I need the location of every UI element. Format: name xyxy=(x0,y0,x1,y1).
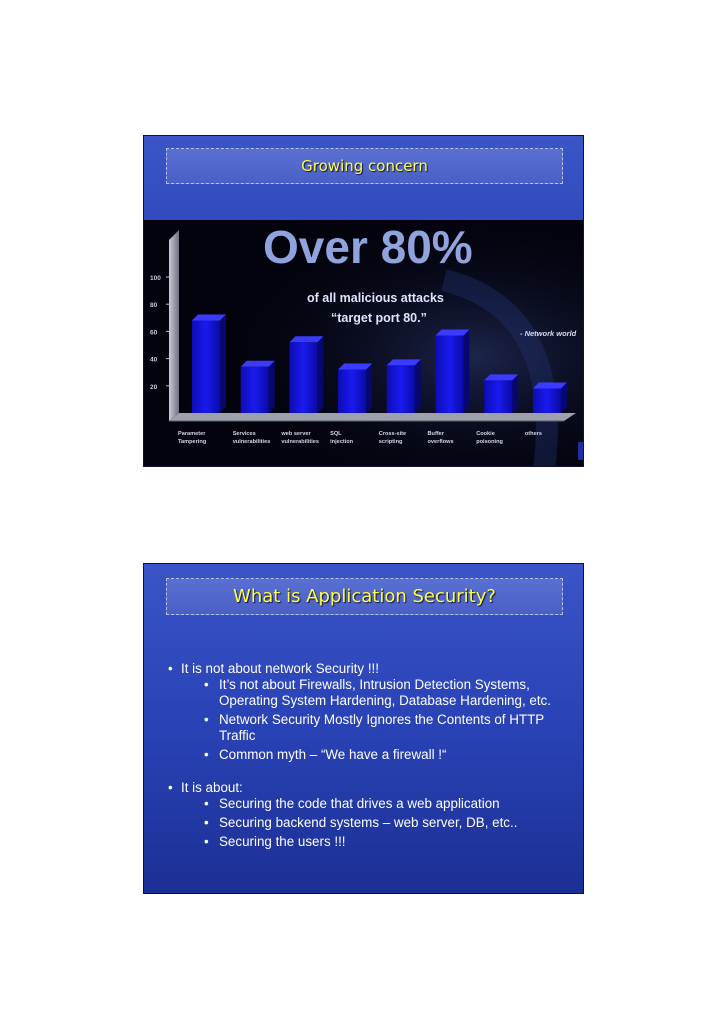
bar-side xyxy=(317,336,323,413)
bar xyxy=(436,335,464,413)
bar xyxy=(338,369,366,413)
bullet-text: It is about: xyxy=(181,780,243,795)
bar xyxy=(192,321,220,413)
bullet-icon: • xyxy=(204,796,209,811)
x-category-label: others xyxy=(524,431,543,437)
attack-chart-svg xyxy=(144,220,584,467)
bullet-icon: • xyxy=(168,780,173,795)
bar-side xyxy=(512,374,518,413)
bullet-group-not-about xyxy=(164,661,574,763)
x-category-label: Buffer xyxy=(427,431,444,437)
sub-bullet-text: Network Security Mostly Ignores the Contents of HTTP xyxy=(219,712,545,727)
chart-floor xyxy=(169,413,576,421)
chart-source: - Network world xyxy=(520,329,577,338)
spacer xyxy=(164,766,574,780)
sub-bullet-text: Securing the code that drives a web application xyxy=(219,796,500,811)
bar-side xyxy=(220,315,226,413)
x-category-label: web server xyxy=(281,431,311,437)
sub-bullet xyxy=(181,712,574,744)
bullet-text: It is not about network Security !!! xyxy=(181,661,379,676)
x-category-label: vulnerabilities xyxy=(232,439,271,445)
chart-back-wall xyxy=(169,230,179,421)
x-category-label: Tampering xyxy=(178,439,207,445)
bullet-icon: • xyxy=(204,747,209,762)
sub-bullet-text: Securing backend systems – web server, DB, etc.. xyxy=(219,815,518,830)
y-tick-label: 100 xyxy=(150,275,161,282)
bar xyxy=(484,380,512,413)
slide-growing-concern xyxy=(143,135,584,467)
y-tick-label: 80 xyxy=(150,302,158,310)
bar-side xyxy=(366,363,372,413)
x-category-label: Cookie xyxy=(476,431,495,437)
chart-subline-1: of all malicious attacks xyxy=(307,291,444,305)
bullet-icon: • xyxy=(204,712,209,727)
sub-bullet xyxy=(181,747,574,763)
slide-title-box xyxy=(166,148,563,184)
slide-title: What is Application Security? xyxy=(233,586,496,607)
slide-title: Growing concern xyxy=(301,157,428,175)
bar-side xyxy=(415,359,421,413)
sub-bullet xyxy=(181,796,574,812)
bullet-list xyxy=(164,661,574,853)
sub-bullet xyxy=(181,834,574,850)
sub-bullet-text-continued: Operating System Hardening, Database Hardening, etc. xyxy=(219,693,551,708)
slide-title-box xyxy=(166,578,563,615)
x-category-label: injection xyxy=(330,439,354,445)
bar-side xyxy=(464,329,470,413)
x-category-label: poisoning xyxy=(476,439,503,445)
bar-top xyxy=(289,336,323,342)
chart-headline: Over 80% xyxy=(263,221,473,273)
attack-chart xyxy=(144,220,584,467)
slide-corner-mark xyxy=(578,442,583,460)
sub-bullet-text-continued: Traffic xyxy=(219,728,256,743)
bullet-icon: • xyxy=(168,661,173,676)
sub-bullet-text: Securing the users !!! xyxy=(219,834,346,849)
bullet-icon: • xyxy=(204,677,209,692)
x-category-label: vulnerabilities xyxy=(281,439,320,445)
x-category-label: scripting xyxy=(378,439,403,445)
slide-application-security xyxy=(143,563,584,894)
x-category-label: Cross-site xyxy=(378,431,407,437)
x-category-label: Parameter xyxy=(178,431,206,437)
x-category-label: Services xyxy=(232,431,256,437)
bar xyxy=(387,365,415,413)
y-tick-label: 60 xyxy=(150,329,158,337)
sub-bullet-text: It’s not about Firewalls, Intrusion Detection Systems, xyxy=(219,677,530,692)
sub-bullet-text: Common myth – “We have a firewall !“ xyxy=(219,747,447,762)
bullet-icon: • xyxy=(204,834,209,849)
chart-subline-2: “target port 80.” xyxy=(331,311,427,325)
bar xyxy=(533,389,561,413)
sub-bullet xyxy=(181,677,574,709)
bar xyxy=(289,342,317,413)
x-category-label: SQL xyxy=(330,431,342,437)
bullet-group-is-about xyxy=(164,780,574,850)
y-tick-label: 40 xyxy=(150,356,158,364)
x-category-label: overflows xyxy=(427,439,454,445)
bar xyxy=(241,367,269,413)
bullet-icon: • xyxy=(204,815,209,830)
y-tick-label: 20 xyxy=(150,383,158,391)
bar-side xyxy=(269,361,275,413)
sub-bullet xyxy=(181,815,574,831)
